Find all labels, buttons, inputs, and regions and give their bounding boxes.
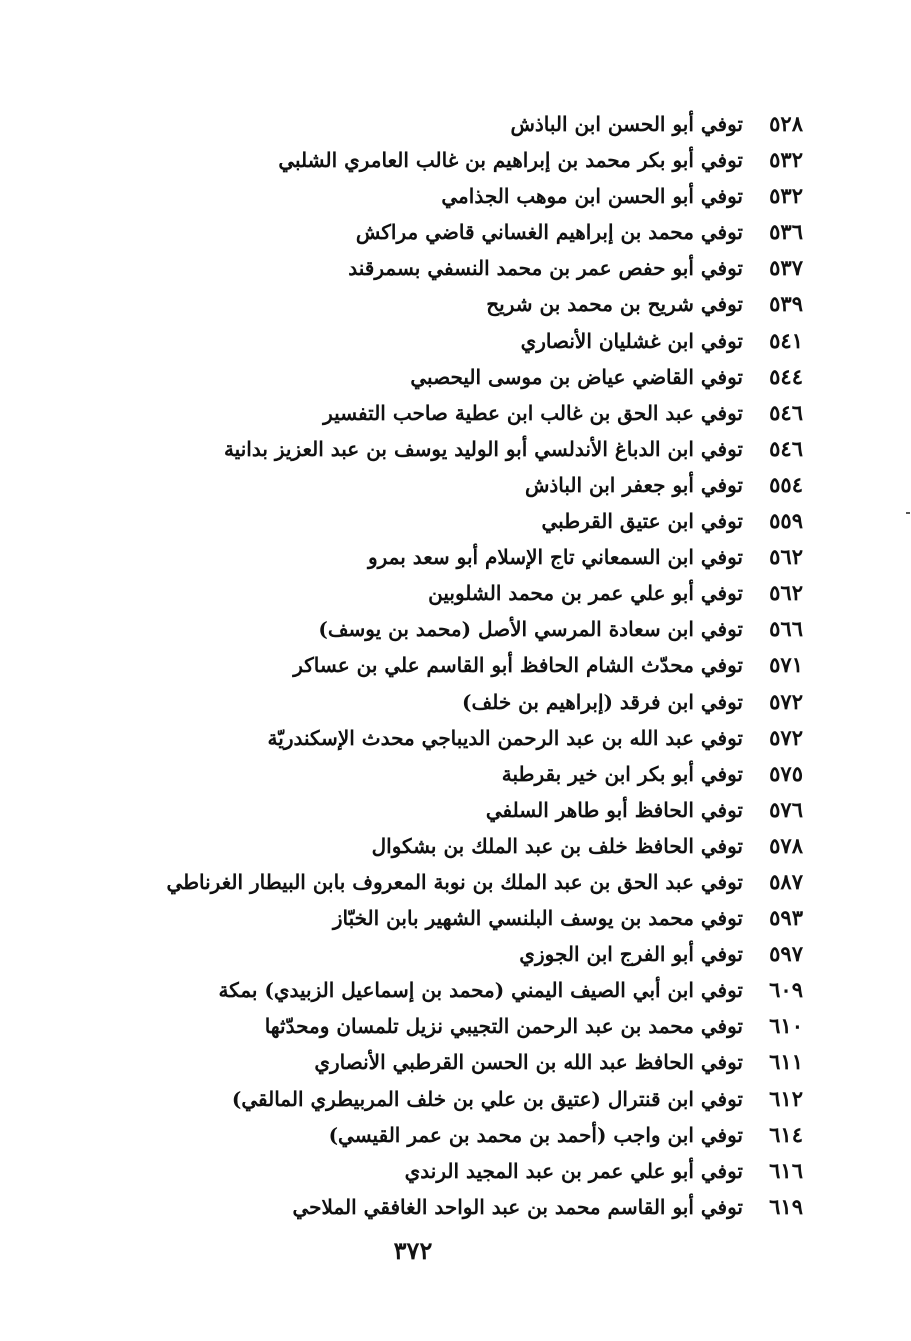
entry-text: توفي ابن السمعاني تاج الإسلام أبو سعد بمرو (367, 545, 743, 570)
entry-year: ٦١١ (769, 1049, 803, 1075)
entry-year: ٥٨٧ (769, 868, 803, 894)
entry-row (163, 106, 803, 142)
entry-row (163, 503, 803, 539)
entry-row (163, 864, 803, 900)
entry-text: توفي أبو بكر محمد بن إبراهيم بن غالب العامري الشلبي (278, 148, 743, 173)
entry-text: توفي شريح بن محمد بن شريح (486, 292, 743, 317)
entry-row (163, 1153, 803, 1189)
entry-row (163, 467, 803, 503)
entry-text: توفي ابن أبي الصيف اليمني (محمد بن إسماعيل الزبيدي) بمكة (218, 978, 743, 1003)
entry-year: ٦٠٩ (769, 977, 803, 1003)
entry-row (163, 1008, 803, 1044)
entry-text: توفي محدّث الشام الحافظ أبو القاسم علي بن عساكر (293, 653, 743, 678)
entry-year: ٥٤١ (769, 327, 803, 353)
entry-text: توفي ابن الدباغ الأندلسي أبو الوليد يوسف بن عبد العزيز بدانية (223, 436, 743, 461)
entry-text: توفي أبو علي عمر بن محمد الشلوبين (428, 581, 743, 606)
entry-year: ٦١٠ (769, 1013, 803, 1039)
entry-year: ٥٩٧ (769, 941, 803, 967)
entry-text: توفي أبو بكر ابن خير بقرطبة (501, 761, 743, 786)
entry-text: توفي أبو القاسم محمد بن عبد الواحد الغافقي الملاحي (292, 1194, 743, 1219)
entry-row (163, 395, 803, 431)
entry-year: ٦١٤ (769, 1121, 803, 1147)
entry-year: ٥٧١ (769, 652, 803, 678)
entry-text: توفي أبو جعفر ابن الباذش (524, 472, 743, 497)
page-number: ٣٧٢ (393, 1236, 433, 1265)
entry-text: توفي أبو الحسن ابن الباذش (510, 112, 743, 136)
entry-year: ٥٣٢ (769, 183, 803, 209)
entry-text: توفي عبد الله بن عبد الرحمن الديباجي محدث الإسكندريّة (267, 725, 743, 750)
entry-year: ٥٢٨ (769, 111, 803, 136)
entry-text: توفي ابن عتيق القرطبي (541, 509, 743, 534)
entry-year: ٥٧٥ (769, 760, 803, 786)
entry-text: توفي أبو الحسن ابن موهب الجذامي (441, 184, 743, 209)
entry-year: ٥٩٣ (769, 905, 803, 931)
entry-row (163, 684, 803, 720)
entry-year: ٥٤٦ (769, 399, 803, 425)
entry-row (163, 575, 803, 611)
entry-text: توفي ابن سعادة المرسي الأصل (محمد بن يوسف) (318, 617, 743, 642)
entry-row (163, 828, 803, 864)
entry-row (163, 720, 803, 756)
entry-year: ٥٥٤ (769, 471, 803, 497)
entry-row (163, 214, 803, 250)
entry-year: ٥٦٢ (769, 580, 803, 606)
entry-year: ٥٧٢ (769, 724, 803, 750)
entry-row (163, 647, 803, 683)
entry-row (163, 611, 803, 647)
entry-text: توفي عبد الحق بن غالب ابن عطية صاحب التفسير (323, 400, 743, 425)
entry-row (163, 286, 803, 322)
entry-year: ٥٣٦ (769, 219, 803, 245)
entry-year: ٥٥٩ (769, 508, 803, 534)
entry-text: توفي أبو حفص عمر بن محمد النسفي بسمرقند (348, 256, 743, 281)
entry-year: ٥٧٢ (769, 688, 803, 714)
entry-text: توفي محمد بن إبراهيم الغساني قاضي مراكش (355, 220, 743, 245)
entry-text: توفي ابن واجب (أحمد بن محمد بن عمر القيسي) (328, 1122, 743, 1147)
entry-row (163, 1044, 803, 1080)
entry-row (163, 178, 803, 214)
entry-text: توفي الحافظ خلف بن عبد الملك بن بشكوال (371, 833, 743, 858)
entry-row (163, 972, 803, 1008)
entry-text: توفي أبو علي عمر بن عبد المجيد الرندي (404, 1158, 743, 1183)
entry-text: توفي ابن غشليان الأنصاري (520, 328, 743, 353)
entry-text: توفي محمد بن عبد الرحمن التجيبي نزيل تلمسان ومحدّثها (264, 1014, 743, 1039)
entry-year: ٥٦٢ (769, 544, 803, 570)
entry-year: ٥٧٨ (769, 832, 803, 858)
death-dates-list (163, 106, 803, 1225)
entry-row (163, 936, 803, 972)
entry-year: ٥٣٧ (769, 255, 803, 281)
entry-text: توفي الحافظ عبد الله بن الحسن القرطبي الأنصاري (314, 1050, 743, 1075)
entry-row (163, 323, 803, 359)
scan-edge-mark (906, 512, 910, 514)
entry-row (163, 792, 803, 828)
entry-row (163, 1189, 803, 1225)
entry-row (163, 1081, 803, 1117)
entry-year: ٥٤٦ (769, 435, 803, 461)
entry-text: توفي عبد الحق بن عبد الملك بن نوبة المعروف بابن البيطار الغرناطي (166, 869, 743, 894)
entry-year: ٥٣٩ (769, 291, 803, 317)
entry-text: توفي أبو الفرج ابن الجوزي (519, 942, 743, 967)
entry-year: ٥٣٢ (769, 147, 803, 173)
entry-row (163, 431, 803, 467)
entry-row (163, 539, 803, 575)
entry-year: ٦١٩ (769, 1193, 803, 1219)
entry-year: ٥٧٦ (769, 796, 803, 822)
entry-row (163, 900, 803, 936)
entry-row (163, 1117, 803, 1153)
entry-year: ٦١٦ (769, 1157, 803, 1183)
entry-text: توفي القاضي عياض بن موسى اليحصبي (410, 364, 743, 389)
entry-year: ٥٤٤ (769, 363, 803, 389)
entry-row (163, 756, 803, 792)
entry-row (163, 359, 803, 395)
entry-text: توفي ابن فرقد (إبراهيم بن خلف) (462, 689, 743, 714)
entry-year: ٥٦٦ (769, 616, 803, 642)
entry-text: توفي الحافظ أبو طاهر السلفي (485, 797, 743, 822)
entry-row (163, 250, 803, 286)
entry-row (163, 142, 803, 178)
entry-year: ٦١٢ (769, 1085, 803, 1111)
entry-text: توفي ابن قنترال (عتيق بن علي بن خلف المربيطري المالقي) (231, 1086, 743, 1111)
entry-text: توفي محمد بن يوسف البلنسي الشهير بابن الخبّاز (332, 906, 743, 931)
